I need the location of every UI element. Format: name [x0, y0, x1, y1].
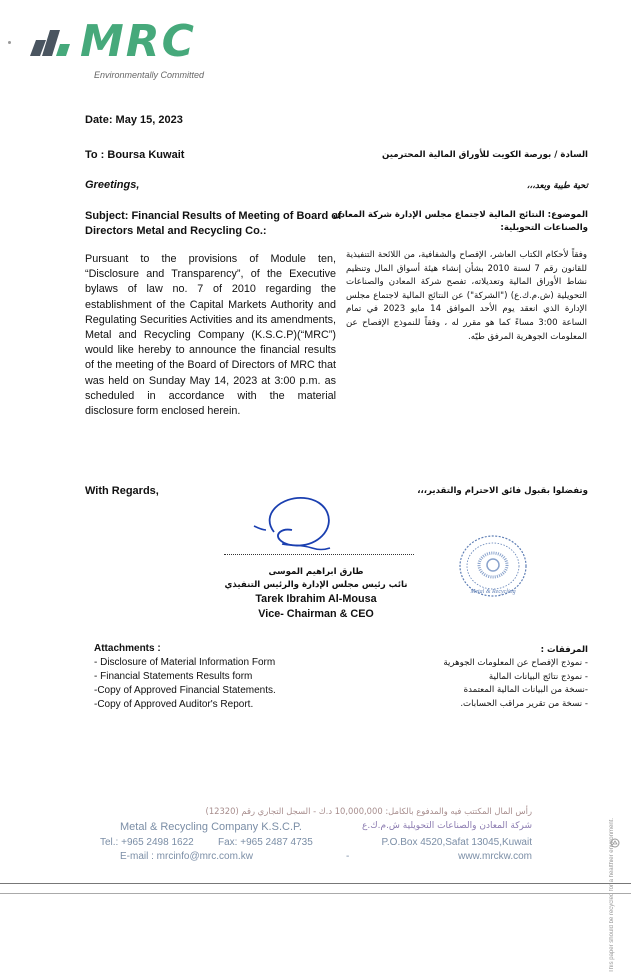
- logo-text: MRC: [80, 16, 196, 67]
- attachment-item-ar: -نسخة من البيانات المالية المعتمدة: [463, 685, 588, 696]
- page-divider: [0, 883, 631, 884]
- recycle-icon: [610, 838, 620, 848]
- signer-name: Tarek Ibrahim Al-Mousa: [255, 593, 377, 605]
- attachment-item: - Disclosure of Material Information Form: [94, 657, 276, 668]
- company-stamp: [457, 533, 529, 599]
- stamp-text: Metal & Recycling: [470, 589, 516, 595]
- letter-closing: With Regards,: [85, 485, 159, 497]
- company-logo: [8, 14, 228, 84]
- letter-subject: Subject: Financial Results of Meeting of Board of Directors Metal and Recycling Co.:: [85, 210, 342, 237]
- handwritten-signature: [252, 492, 342, 558]
- attachment-item-ar: - نسخة من تقرير مراقب الحسابات.: [460, 698, 588, 709]
- attachment-item: -Copy of Approved Financial Statements.: [94, 685, 276, 696]
- signer-title: Vice- Chairman & CEO: [258, 608, 374, 620]
- letter-date: Date: May 15, 2023: [85, 114, 183, 126]
- recycle-note-text: This paper should be recycled for a healthier environment.: [609, 818, 615, 973]
- footer-phone: Tel.: +965 2498 1622: [100, 837, 194, 848]
- footer-company-name-ar: شركة المعادن والصناعات التحويلية ش.م.ك.ع: [361, 821, 532, 831]
- attachment-item: - Financial Statements Results form: [94, 671, 253, 682]
- attachment-item-ar: - نموذج الإفصاح عن المعلومات الجوهرية: [443, 658, 588, 669]
- logo-mark-icon: [30, 22, 70, 56]
- footer-capital-ar: رأس المال المكتتب فيه والمدفوع بالكامل: 10,000,000 د.ك - السجل التجاري رقم (12320): [205, 806, 532, 816]
- footer-company-name: Metal & Recycling Company K.S.C.P.: [120, 821, 302, 833]
- footer-address: P.O.Box 4520,Safat 13045,Kuwait: [381, 837, 532, 848]
- signer-block: [200, 566, 432, 622]
- attachments-list: [94, 642, 276, 712]
- footer-fax: Fax: +965 2487 4735: [218, 837, 313, 848]
- signature-line: [224, 554, 414, 555]
- page-divider: [0, 893, 631, 894]
- footer-website: www.mrckw.com: [458, 851, 532, 862]
- signer-title-ar: نائب رئيس مجلس الإدارة والرئيس التنفيذي: [224, 580, 408, 590]
- signer-name-ar: طارق ابراهيم الموسى: [268, 567, 364, 577]
- letter-greeting: Greetings,: [85, 179, 140, 191]
- attachments-list-ar: [358, 644, 588, 711]
- attachments-heading: Attachments :: [94, 643, 161, 654]
- letter-body-ar: وفقاً لأحكام الكتاب العاشر، الإفصاح والشفافية، من اللائحة التنفيذية للقانون رقم 7 لسنة 2010 بشأن إنشاء هيئة أسواق المال وتنظيم نشاط الأوراق المالية وتعديلاته، تفصح شركة المعادن والصناعات التحويلية (ش.م.ك.ع) ("الشركة") عن النتائج المالية لاجتماع مجلس الإدارة الذي انعقد يوم الأحد الموافق 14 مايو 2023 في تمام الساعة 3:00 مساءً كما هو مقرر له ، وفقاً للنموذج الإفصاح عن المعلومات الجوهرية المرفق طيّه.: [346, 250, 587, 342]
- footer-email: E-mail : mrcinfo@mrc.com.kw: [120, 851, 253, 862]
- attachment-item-ar: - نموذج نتائج البيانات المالية: [488, 671, 588, 682]
- letter-greeting-ar: تحية طيبة وبعد،،،: [526, 181, 588, 191]
- letter-body: Pursuant to the provisions of Module ten, “Disclosure and Transparency”, of the Executive bylaws of law no. 7 of 2010 regarding the establishment of the Capital Markets Authority and Regulating Securities Activities and its amendments, Metal and Recycling Company (K.S.C.P)(“MRC”) would like hereby to announce the financial results of the meeting of the Board of Directors of MRC that was held on Sunday May 14, 2023 at 3:00 p.m. as scheduled in accordance with the material disclosure form enclosed herein.: [85, 253, 336, 418]
- logo-tagline: Environmentally Committed: [94, 70, 205, 80]
- letter-recipient-ar: السادة / بورصة الكويت للأوراق المالية المحترمين: [382, 150, 588, 160]
- letter-subject-ar: الموضوع: النتائج المالية لاجتماع مجلس الإدارة شركة المعادن والصناعات التحويلية:: [333, 210, 588, 233]
- attachment-item: -Copy of Approved Auditor's Report.: [94, 699, 254, 710]
- footer-separator: -: [346, 851, 350, 862]
- letter-recipient: To : Boursa Kuwait: [85, 149, 185, 161]
- attachments-heading-ar: المرفقات :: [540, 645, 588, 655]
- letter-closing-ar: وتفضلوا بقبول فائق الاحترام والتقدير،،،: [417, 486, 588, 496]
